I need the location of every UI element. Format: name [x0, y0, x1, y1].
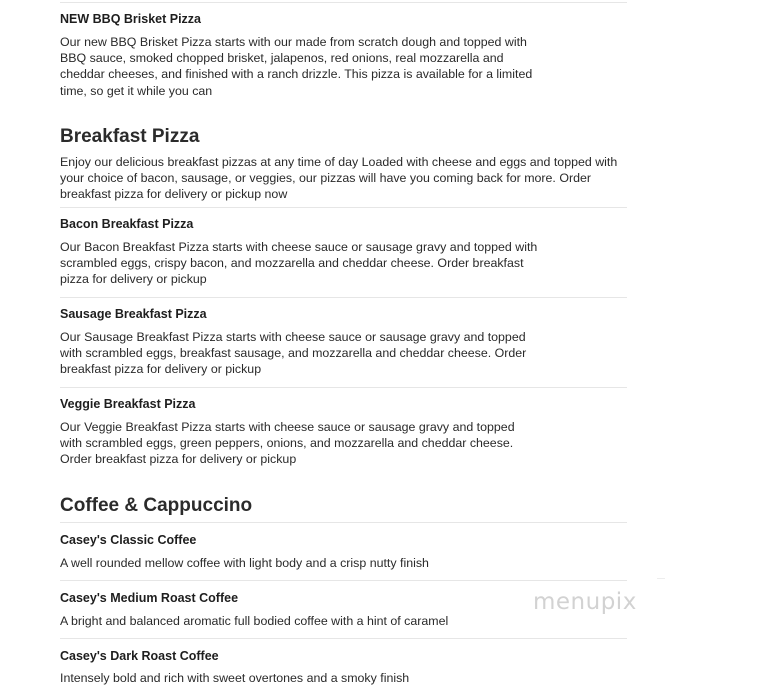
section-description	[60, 154, 635, 203]
divider	[60, 638, 627, 639]
watermark-corner	[657, 578, 665, 587]
description-line: BBQ sauce, smoked chopped brisket, jalapenos, red onions, real mozzarella and	[60, 51, 504, 66]
description-line: Our Bacon Breakfast Pizza starts with cheese sauce or sausage gravy and topped with	[60, 240, 538, 254]
description-line: scrambled eggs, crispy bacon, and mozzarella and cheddar cheese. Order breakfast	[60, 256, 524, 271]
menu-item-description	[60, 34, 532, 99]
description-line: cheddar cheeses, and finished with a ranch drizzle. This pizza is available for a limited	[60, 67, 533, 82]
menu-item-title: Casey's Medium Roast Coffee	[60, 591, 239, 605]
divider	[60, 580, 627, 581]
divider	[60, 387, 627, 388]
menu-item-description: A bright and balanced aromatic full bodied coffee with a hint of caramel	[60, 614, 449, 628]
menu-item-description: Intensely bold and rich with sweet overtones and a smoky finish	[60, 671, 410, 685]
divider	[60, 297, 627, 298]
description-line: breakfast pizza for delivery or pickup	[60, 362, 262, 377]
description-line: with scrambled eggs, breakfast sausage, and mozzarella and cheddar cheese. Order	[60, 346, 527, 361]
description-line: with scrambled eggs, green peppers, onions, and mozzarella and cheddar cheese.	[60, 436, 514, 451]
section-heading-coffee: Coffee & Cappuccino	[60, 495, 253, 516]
description-line: Our Sausage Breakfast Pizza starts with cheese sauce or sausage gravy and topped	[60, 330, 526, 344]
menu-item-description	[60, 329, 526, 378]
description-line: Enjoy our delicious breakfast pizzas at any time of day Loaded with cheese and eggs and topped with	[60, 155, 618, 169]
menu-item-description: A well rounded mellow coffee with light body and a crisp nutty finish	[60, 556, 429, 570]
menu-item-description	[60, 419, 515, 468]
watermark-logo: menupix	[533, 589, 637, 615]
description-line: Our new BBQ Brisket Pizza starts with our made from scratch dough and topped with	[60, 35, 527, 49]
description-line: your choice of bacon, sausage, or veggies, our pizzas will have you coming back for more. Order	[60, 171, 591, 186]
divider	[60, 522, 627, 523]
menu-item-title: Casey's Dark Roast Coffee	[60, 649, 219, 663]
menu-item-title: Sausage Breakfast Pizza	[60, 307, 207, 321]
divider	[60, 207, 627, 208]
description-line: breakfast pizza for delivery or pickup now	[60, 187, 288, 202]
menu-item-description	[60, 239, 537, 288]
menu-item-title: Veggie Breakfast Pizza	[60, 397, 196, 411]
menu-item-title: Bacon Breakfast Pizza	[60, 217, 194, 231]
section-heading-breakfast: Breakfast Pizza	[60, 126, 200, 147]
description-line: time, so get it while you can	[60, 83, 213, 98]
divider	[60, 2, 627, 3]
description-line: pizza for delivery or pickup	[60, 272, 207, 287]
description-line: Order breakfast pizza for delivery or pickup	[60, 452, 297, 467]
menu-item-title: Casey's Classic Coffee	[60, 533, 197, 547]
menu-item-title: NEW BBQ Brisket Pizza	[60, 12, 202, 26]
description-line: Our Veggie Breakfast Pizza starts with cheese sauce or sausage gravy and topped	[60, 420, 515, 434]
